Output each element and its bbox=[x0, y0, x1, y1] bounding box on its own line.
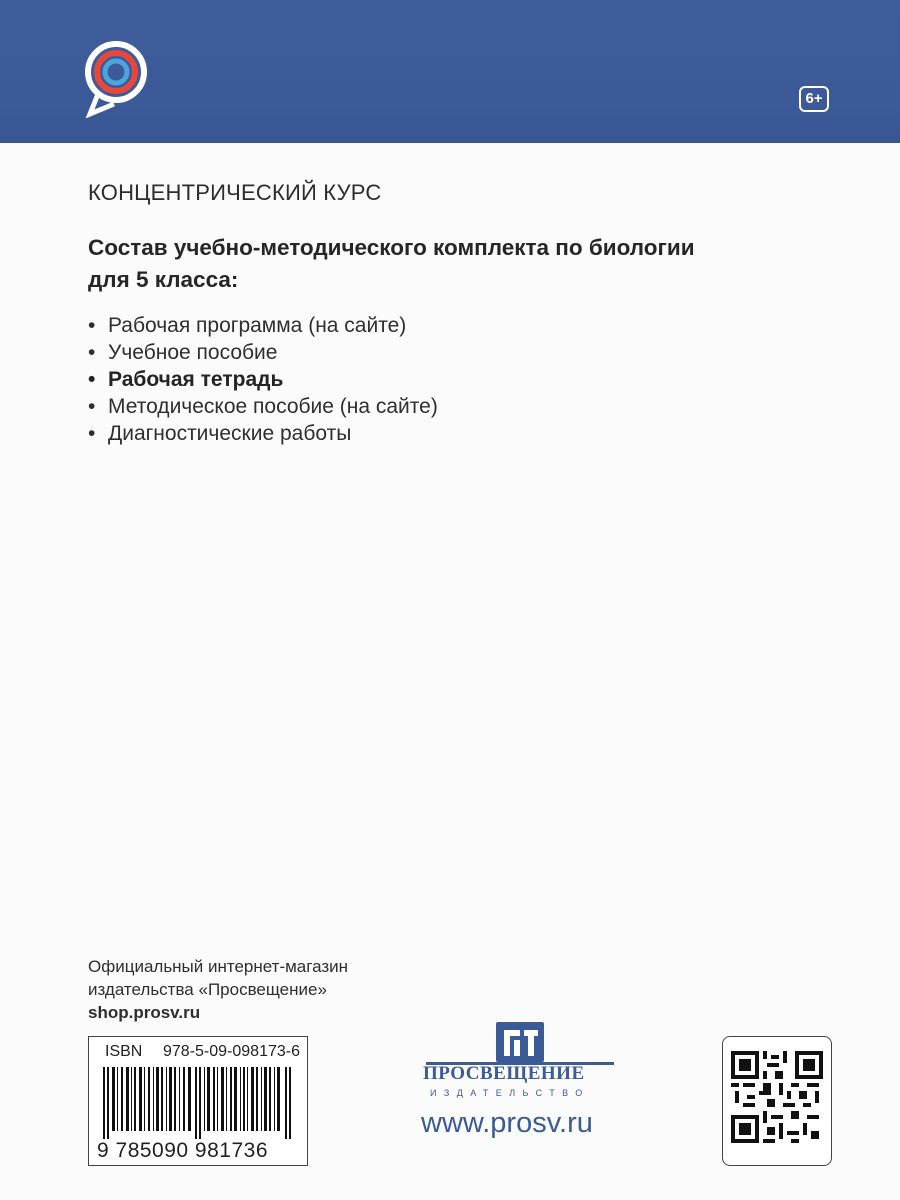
isbn-value: 978-5-09-098173-6 bbox=[163, 1043, 300, 1060]
kit-item-label: Рабочая программа (на сайте) bbox=[108, 314, 407, 337]
bullet-icon: • bbox=[88, 422, 96, 445]
isbn-label: ISBN bbox=[105, 1043, 143, 1060]
bullet-icon: • bbox=[88, 395, 96, 418]
course-label: КОНЦЕНТРИЧЕСКИЙ КУРС bbox=[88, 180, 382, 205]
bullet-icon: • bbox=[88, 314, 96, 337]
barcode-icon bbox=[99, 1067, 297, 1139]
qr-code-box bbox=[722, 1036, 832, 1166]
kit-item bbox=[88, 393, 438, 420]
kit-heading-line2: для 5 класса: bbox=[88, 267, 239, 292]
age-rating-badge: 6+ bbox=[799, 86, 829, 112]
bullet-icon: • bbox=[88, 341, 96, 364]
kit-item-label: Рабочая тетрадь bbox=[108, 368, 284, 391]
kit-heading-line1: Состав учебно-методического комплекта по биологии bbox=[88, 235, 695, 260]
isbn-barcode-box bbox=[88, 1036, 308, 1166]
top-color-band bbox=[0, 0, 900, 143]
kit-item-label: Диагностические работы bbox=[108, 422, 352, 445]
kit-item-label: Методическое пособие (на сайте) bbox=[108, 395, 438, 418]
shop-info bbox=[88, 955, 348, 1024]
kit-item-label: Учебное пособие bbox=[108, 341, 278, 364]
qr-code-icon[interactable] bbox=[731, 1051, 823, 1143]
publisher-website-link[interactable]: www.prosv.ru bbox=[421, 1107, 593, 1139]
series-logo-icon bbox=[76, 38, 156, 118]
shop-url-link[interactable]: shop.prosv.ru bbox=[88, 1003, 201, 1022]
kit-item bbox=[88, 420, 438, 447]
kit-item bbox=[88, 312, 438, 339]
kit-items-list bbox=[88, 312, 438, 447]
publisher-subtitle: ИЗДАТЕЛЬСТВО bbox=[430, 1088, 590, 1098]
bullet-icon: • bbox=[88, 368, 96, 391]
shop-line2: издательства «Просвещение» bbox=[88, 980, 327, 999]
shop-line1: Официальный интернет-магазин bbox=[88, 957, 349, 976]
kit-heading bbox=[88, 232, 808, 296]
kit-item bbox=[88, 339, 438, 366]
publisher-name: ПРОСВЕЩЕНИЕ bbox=[423, 1063, 585, 1084]
kit-item bbox=[88, 366, 438, 393]
barcode-digits: 9 785090 981736 bbox=[97, 1139, 268, 1162]
